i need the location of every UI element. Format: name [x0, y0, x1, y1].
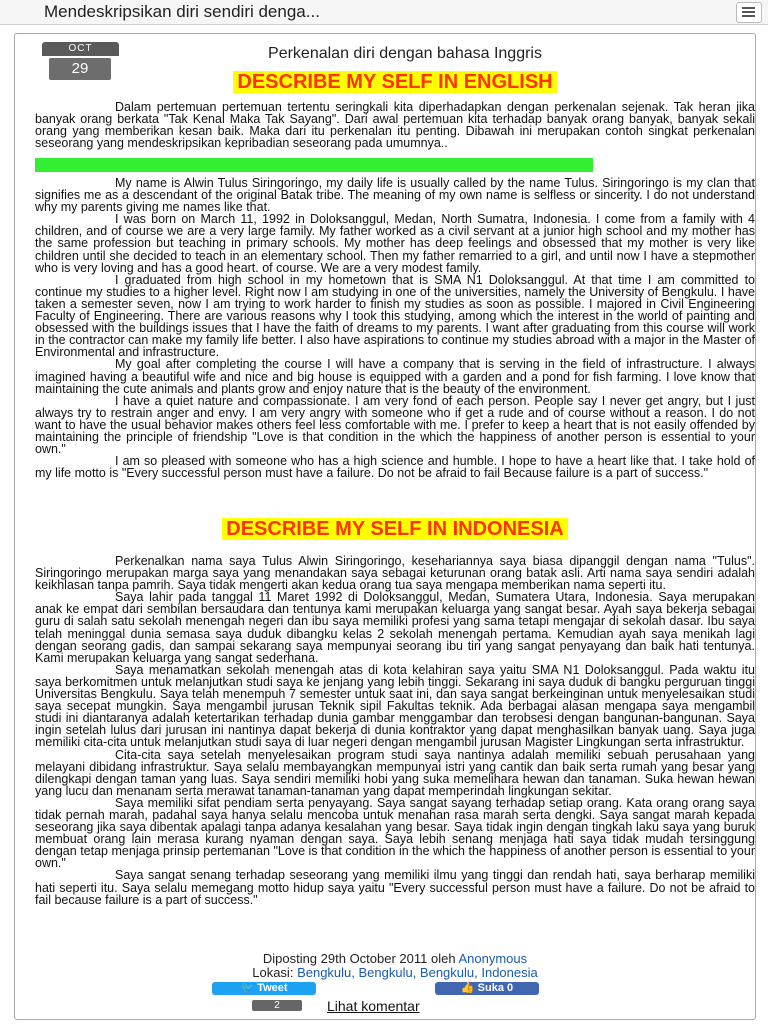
view-comments-link[interactable]: Lihat komentar: [327, 998, 420, 1014]
indonesian-paragraph: Perkenalkan nama saya Tulus Alwin Siringoringo, kesehariannya saya biasa dipanggil dengan nama "Tulus". Siringoringo merupakan marga saya yang menandakan saya sebagai keturunan orang batak asli. Arti nama saya sendiri adalah keikhlasan tanpa pamrih. Saya tidak mengerti akan kedua orang tua saya mengapa memberikan nama seperti itu.: [35, 555, 755, 593]
tweet-label: Tweet: [257, 982, 288, 994]
twitter-bird-icon: 🐦: [240, 982, 258, 994]
location-label: Lokasi:: [252, 965, 294, 980]
blog-post: [14, 33, 756, 1020]
english-paragraph: My name is Alwin Tulus Siringoringo, my daily life is usually called by the name Tulus. Siringoringo is my clan that signifies me as a descendant of the original Batak tribe. The meaning of my own name is selfless or sincerity. I do not understand why my parents giving me names like that.: [35, 177, 755, 215]
comments-row: [15, 1000, 755, 1016]
indonesian-paragraph: Saya lahir pada tanggal 11 Maret 1992 di Doloksanggul, Medan, Sumatera Utara, Indonesia. Saya merupakan anak ke empat dari sembilan bersaudara dan tentunya kami merupakan keluarga yang sangat besar. Ayah saya bekerja sebagai guru di salah satu sekolah menengah negeri dan ibu saya memiliki profesi yang sama tetapi mengajar di sekolah dasar. Ibu saya telah meninggal dunia semasa saya duduk dibangku kelas 2 sekolah menengah pertama. Kemudian ayah saya menikah lagi dengan seorang gadis, dan sampai sekarang saya mempunyai seorang ibu tiri yang sangat penyayang dan baik hati tentunya. Kami merupakan keluarga yang sangat sederhana.: [35, 590, 755, 665]
menu-icon-line: [742, 15, 755, 17]
highlight-divider: [35, 158, 593, 172]
blog-title[interactable]: Mendeskripsikan diri sendiri denga...: [44, 2, 320, 21]
thumbs-up-icon: 👍: [460, 982, 478, 994]
top-app-bar: [0, 0, 768, 25]
intro-paragraph: [35, 101, 755, 157]
share-row: [15, 982, 755, 998]
heading-indonesia: [115, 518, 675, 540]
location-line: [35, 966, 755, 980]
date-day: 29: [49, 58, 111, 80]
indonesian-paragraph: Saya memiliki sifat pendiam serta penyayang. Saya sangat sayang terhadap setiap orang. Kata orang orang saya tidak pernah marah, padahal saya hanya selalu mencoba untuk menahan rasa marah serta dengki. Saya sangat marah kepada seseorang jika saya dibentak apalagi tanpa adanya kesalahan yang besar. Saya tidak ingin dengan tingkah laku saya yang buruk membuat orang lain merasa kurang nyaman dengan saya. Saya lebih senang menjaga hati saya tidak mudah tersinggung dengan tetap menjaga prinsip pertemanan "Love is that condition in the which the happiness of another person is essential to your own.": [35, 795, 755, 871]
heading-english: [115, 71, 675, 93]
location-link[interactable]: Bengkulu, Bengkulu, Bengkulu, Indonesia: [297, 965, 538, 980]
indonesian-paragraph: Saya sangat senang terhadap seseorang yang memiliki ilmu yang tinggi dan rendah hati, saya berharap memiliki hati seperti itu. Saya selalu memegang motto hidup saya yaitu "Every successful person must have a failure. Do not be afraid to fail because failure is a part of success.": [35, 868, 755, 907]
english-paragraph: I am so pleased with someone who has a high science and humble. I hope to have a heart like that. I take hold of my life motto is "Every successful person must have a failure. Do not be afraid to fail Because failure is a part of success.": [35, 454, 755, 481]
english-paragraph: I was born on March 11, 1992 in Doloksanggul, Medan, North Sumatra, Indonesia. I come from a family with 4 children, and of course we are a very large family. My father worked as a civil servant at a junior high school and my mother has the same profession but teaching in primary schools. My mother has deep feelings and obsessed that my mother is very like children until she decided to teach in an elementary school. Then my father remarried to a girl, and until now I have a stepmother who is very loving and has a good heart. of course. We are a very modest family.: [35, 212, 755, 275]
menu-button[interactable]: [736, 2, 762, 23]
english-paragraph: I have a quiet nature and compassionate. I am very fond of each person. People say I never get angry, but I just always try to restrain anger and envy. I am very angry with someone who if get a rude and of course without a reason. I do not want to have the usual behavior makes others feel less comfortable with me. I prefer to keep a heart that is not easily offended by maintaining the principle of friendship "Love is that condition in the which the happiness of another person is essential to your own.": [35, 393, 755, 457]
tweet-button[interactable]: [212, 982, 316, 995]
intro-text: Dalam pertemuan pertemuan tertentu seringkali kita diperhadapkan dengan perkenalan sejenak. Tak heran jika banyak orang berkata "Tak Kenal Maka Tak Sayang". Dari awal pertemuan kita terhadap banyak orang banyak, banyak sekali orang yang memberikan kesan baik. Maka dari itu perkenalan itu penting. Dibawah ini merupakan contoh singkat perkenalan seseorang yang mendeskripsikan kepribadian seseorang pada umumnya..: [35, 101, 755, 151]
date-month: OCT: [42, 42, 119, 56]
english-paragraph: My goal after completing the course I will have a company that is serving in the field of infrastructure. I always imagined having a beautiful wife and nice and big house is equipped with a garden and a pond for fish farming. I love know that maintaining the cute animals and plants grow and enjoy nature that is the beauty of the environment.: [35, 357, 755, 396]
post-title[interactable]: Perkenalan diri dengan bahasa Inggris: [268, 45, 542, 62]
date-badge: [42, 42, 119, 100]
author-link[interactable]: Anonymous: [458, 951, 528, 966]
english-paragraph: I graduated from high school in my hometown that is SMA N1 Doloksanggul. At that time I am committed to continue my studies to a higher level. Right now I am studying in one of the universities, namely the University of Bengkulu. I have taken a semester seven, now I am trying to work harder to finish my studies as soon as possible. I majored in Civil Engineering Faculty of Engineering. There are various reasons why I took this studying, among which the interest in the world of painting and obsessed with the buildings issues that I have the faith of dreams to my parents. I want after graduating from this course will work in the contractor can make my family life better. I also have aspirations to continue my studies abroad with a major in the Master of Environmental and infrastructure.: [35, 272, 755, 360]
like-button[interactable]: [435, 982, 539, 995]
indonesian-paragraph: Saya menamatkan sekolah menengah atas di kota kelahiran saya yaitu SMA N1 Doloksanggul. Pada waktu itu saya berkomitmen untuk melanjutkan studi saya ke jenjang yang lebih tinggi. Sekarang ini saya duduk di bangku perguruan tinggi Universitas Bengkulu. Saya telah menempuh 7 semester untuk saat ini, dan saya sangat berkeinginan untuk menyelesaikan studi saya secepat mungkin. Saya mengambil jurusan Teknik sipil Fakultas teknik. Ada berbagai alasan mengapa saya mengambil studi ini diantaranya adalah ketertarikan terhadap dunia gambar menggambar dan terobsesi dengan bangunan-bangunan. Saya ingin setelah lulus dari jurusan ini nantinya dapat bekerja di dunia kontraktor yang dapat menghasilkan banyak uang. Saya juga memiliki cita-cita untuk melanjutkan studi saya di luar negeri dengan mengambil jurusan Magister Lingkungan serta infrastruktur.: [35, 662, 755, 750]
english-section: [35, 177, 755, 507]
heading-english-text: DESCRIBE MY SELF IN ENGLISH: [233, 71, 556, 93]
menu-icon-line: [742, 11, 755, 13]
indonesian-paragraph: Cita-cita saya setelah menyelesaikan program studi saya nantinya adalah memiliki sebuah perusahaan yang melayani dibidang infrastruktur. Saya selalu membayangkan mempunyai istri yang cantik dan baik serta rumah yang besar yang dilengkapi dengan taman yang luas. Saya sendiri memiliki hobi yang suka memelihara hewan dan tanaman. Suka hewan hewan yang lucu dan menanam serta merawat tanaman-tanaman yang dapat memperindah lingkungan sekitar.: [35, 747, 755, 798]
menu-icon: [742, 7, 755, 9]
indonesian-section: [35, 555, 755, 945]
posted-line: [35, 952, 755, 966]
like-label: Suka 0: [477, 982, 514, 994]
posted-text: Diposting 29th October 2011 oleh: [262, 951, 456, 966]
comment-count-badge: 2: [252, 1000, 302, 1011]
heading-indonesia-text: DESCRIBE MY SELF IN INDONESIA: [222, 518, 567, 540]
post-footer: [35, 952, 755, 980]
